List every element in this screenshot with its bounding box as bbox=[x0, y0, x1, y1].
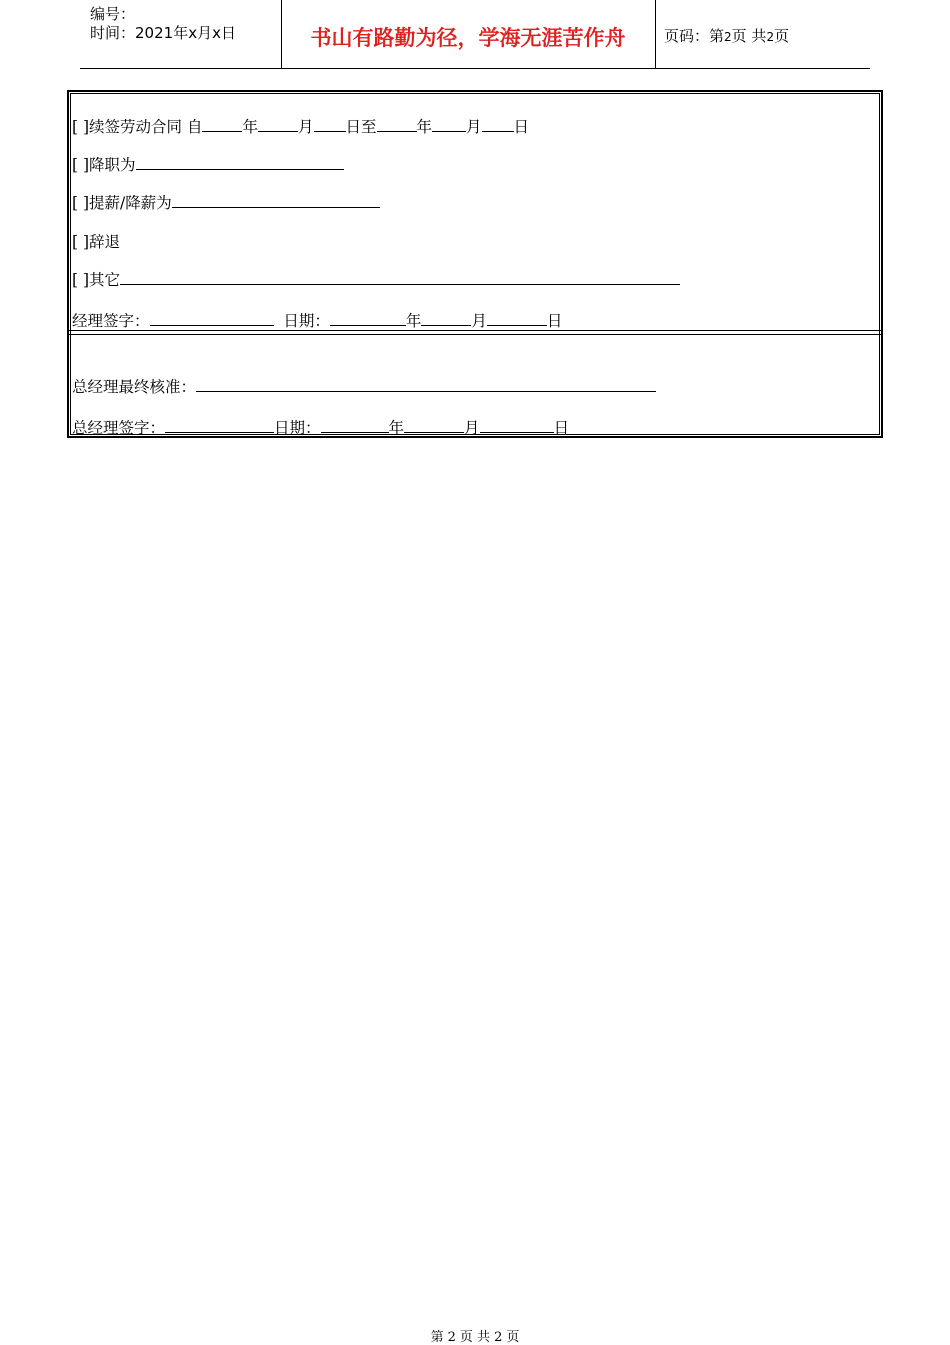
gm-approval-row bbox=[72, 377, 656, 397]
renew-to-day-label: 日 bbox=[513, 118, 530, 136]
header-right-cell bbox=[655, 0, 870, 68]
gm-date-year-field[interactable] bbox=[321, 418, 389, 433]
demote-checkbox[interactable]: [ ] bbox=[72, 156, 90, 174]
page-number: 2 bbox=[724, 30, 732, 44]
manager-date-day-field[interactable] bbox=[487, 311, 547, 326]
gm-day-label: 日 bbox=[553, 419, 570, 437]
page-mid: 页 共 bbox=[731, 27, 767, 45]
other-checkbox[interactable]: [ ] bbox=[72, 271, 90, 289]
demote-label: 降职为 bbox=[89, 156, 136, 174]
demote-row bbox=[72, 155, 344, 175]
salary-row bbox=[72, 193, 380, 213]
manager-date-month-field[interactable] bbox=[421, 311, 471, 326]
gm-month-label: 月 bbox=[464, 419, 480, 437]
manager-date-year-field[interactable] bbox=[330, 311, 406, 326]
manager-day-label: 日 bbox=[546, 312, 563, 330]
gm-sign-row bbox=[72, 418, 569, 438]
renew-from-month-field[interactable] bbox=[258, 117, 298, 132]
gm-approval-field[interactable] bbox=[196, 377, 656, 392]
manager-year-label: 年 bbox=[405, 312, 422, 330]
dismiss-row bbox=[72, 232, 120, 252]
renew-from-day-field[interactable] bbox=[314, 117, 346, 132]
renew-to-month-field[interactable] bbox=[432, 117, 466, 132]
manager-sign-field[interactable] bbox=[150, 311, 274, 326]
renew-year-label: 年 bbox=[242, 118, 258, 136]
renew-contract-row bbox=[72, 117, 529, 137]
page-label: 页码：第 bbox=[664, 27, 725, 45]
renew-from-year-field[interactable] bbox=[202, 117, 242, 132]
other-field[interactable] bbox=[120, 270, 680, 285]
renew-month-label: 月 bbox=[297, 118, 314, 136]
gm-approval-label: 总经理最终核准： bbox=[72, 378, 197, 396]
renew-checkbox[interactable]: [ ] bbox=[72, 118, 90, 136]
manager-month-label: 月 bbox=[471, 312, 487, 330]
dismiss-label: 辞退 bbox=[89, 233, 121, 251]
time-value: 2021年x月x日 bbox=[135, 24, 236, 42]
header-center-cell bbox=[281, 0, 656, 68]
gm-date-label: 日期： bbox=[274, 419, 321, 437]
other-row bbox=[72, 270, 680, 290]
salary-label: 提薪/降薪为 bbox=[89, 194, 172, 212]
footer-total-pages: 2 bbox=[494, 1330, 503, 1345]
manager-sign-label: 经理签字： bbox=[72, 312, 150, 330]
gm-year-label: 年 bbox=[388, 419, 405, 437]
gm-date-month-field[interactable] bbox=[404, 418, 464, 433]
renew-to-month-label: 月 bbox=[466, 118, 482, 136]
manager-date-label: 日期： bbox=[283, 312, 330, 330]
footer-suffix: 页 bbox=[506, 1330, 520, 1345]
section-divider bbox=[69, 330, 881, 335]
page-footer bbox=[0, 1326, 950, 1345]
motto-text: 书山有路勤为径，学海无涯苦作舟 bbox=[310, 26, 626, 50]
page-header bbox=[80, 0, 870, 69]
decision-form bbox=[67, 90, 883, 438]
gm-date-day-field[interactable] bbox=[480, 418, 554, 433]
header-left-cell bbox=[80, 0, 282, 68]
manager-sign-row bbox=[72, 311, 562, 331]
renew-day-to-label: 日至 bbox=[345, 118, 377, 136]
footer-page-number: 2 bbox=[447, 1330, 456, 1345]
renew-to-year-label: 年 bbox=[416, 118, 433, 136]
renew-to-year-field[interactable] bbox=[377, 117, 417, 132]
renew-label: 续签劳动合同 自 bbox=[89, 118, 203, 136]
page-end: 页 bbox=[774, 27, 790, 45]
gm-sign-label: 总经理签字： bbox=[72, 419, 166, 437]
document-time bbox=[90, 22, 236, 43]
page-total: 2 bbox=[766, 30, 775, 44]
renew-to-day-field[interactable] bbox=[482, 117, 514, 132]
dismiss-checkbox[interactable]: [ ] bbox=[72, 233, 90, 251]
salary-field[interactable] bbox=[172, 193, 380, 208]
page-indicator bbox=[664, 25, 789, 46]
salary-checkbox[interactable]: [ ] bbox=[72, 194, 90, 212]
document-number-label: 编号： bbox=[90, 5, 136, 23]
footer-prefix: 第 bbox=[430, 1330, 444, 1345]
other-label: 其它 bbox=[89, 271, 121, 289]
demote-field[interactable] bbox=[136, 155, 344, 170]
footer-mid: 页 共 bbox=[459, 1330, 491, 1345]
gm-sign-field[interactable] bbox=[165, 418, 274, 433]
time-label: 时间： bbox=[90, 24, 136, 42]
